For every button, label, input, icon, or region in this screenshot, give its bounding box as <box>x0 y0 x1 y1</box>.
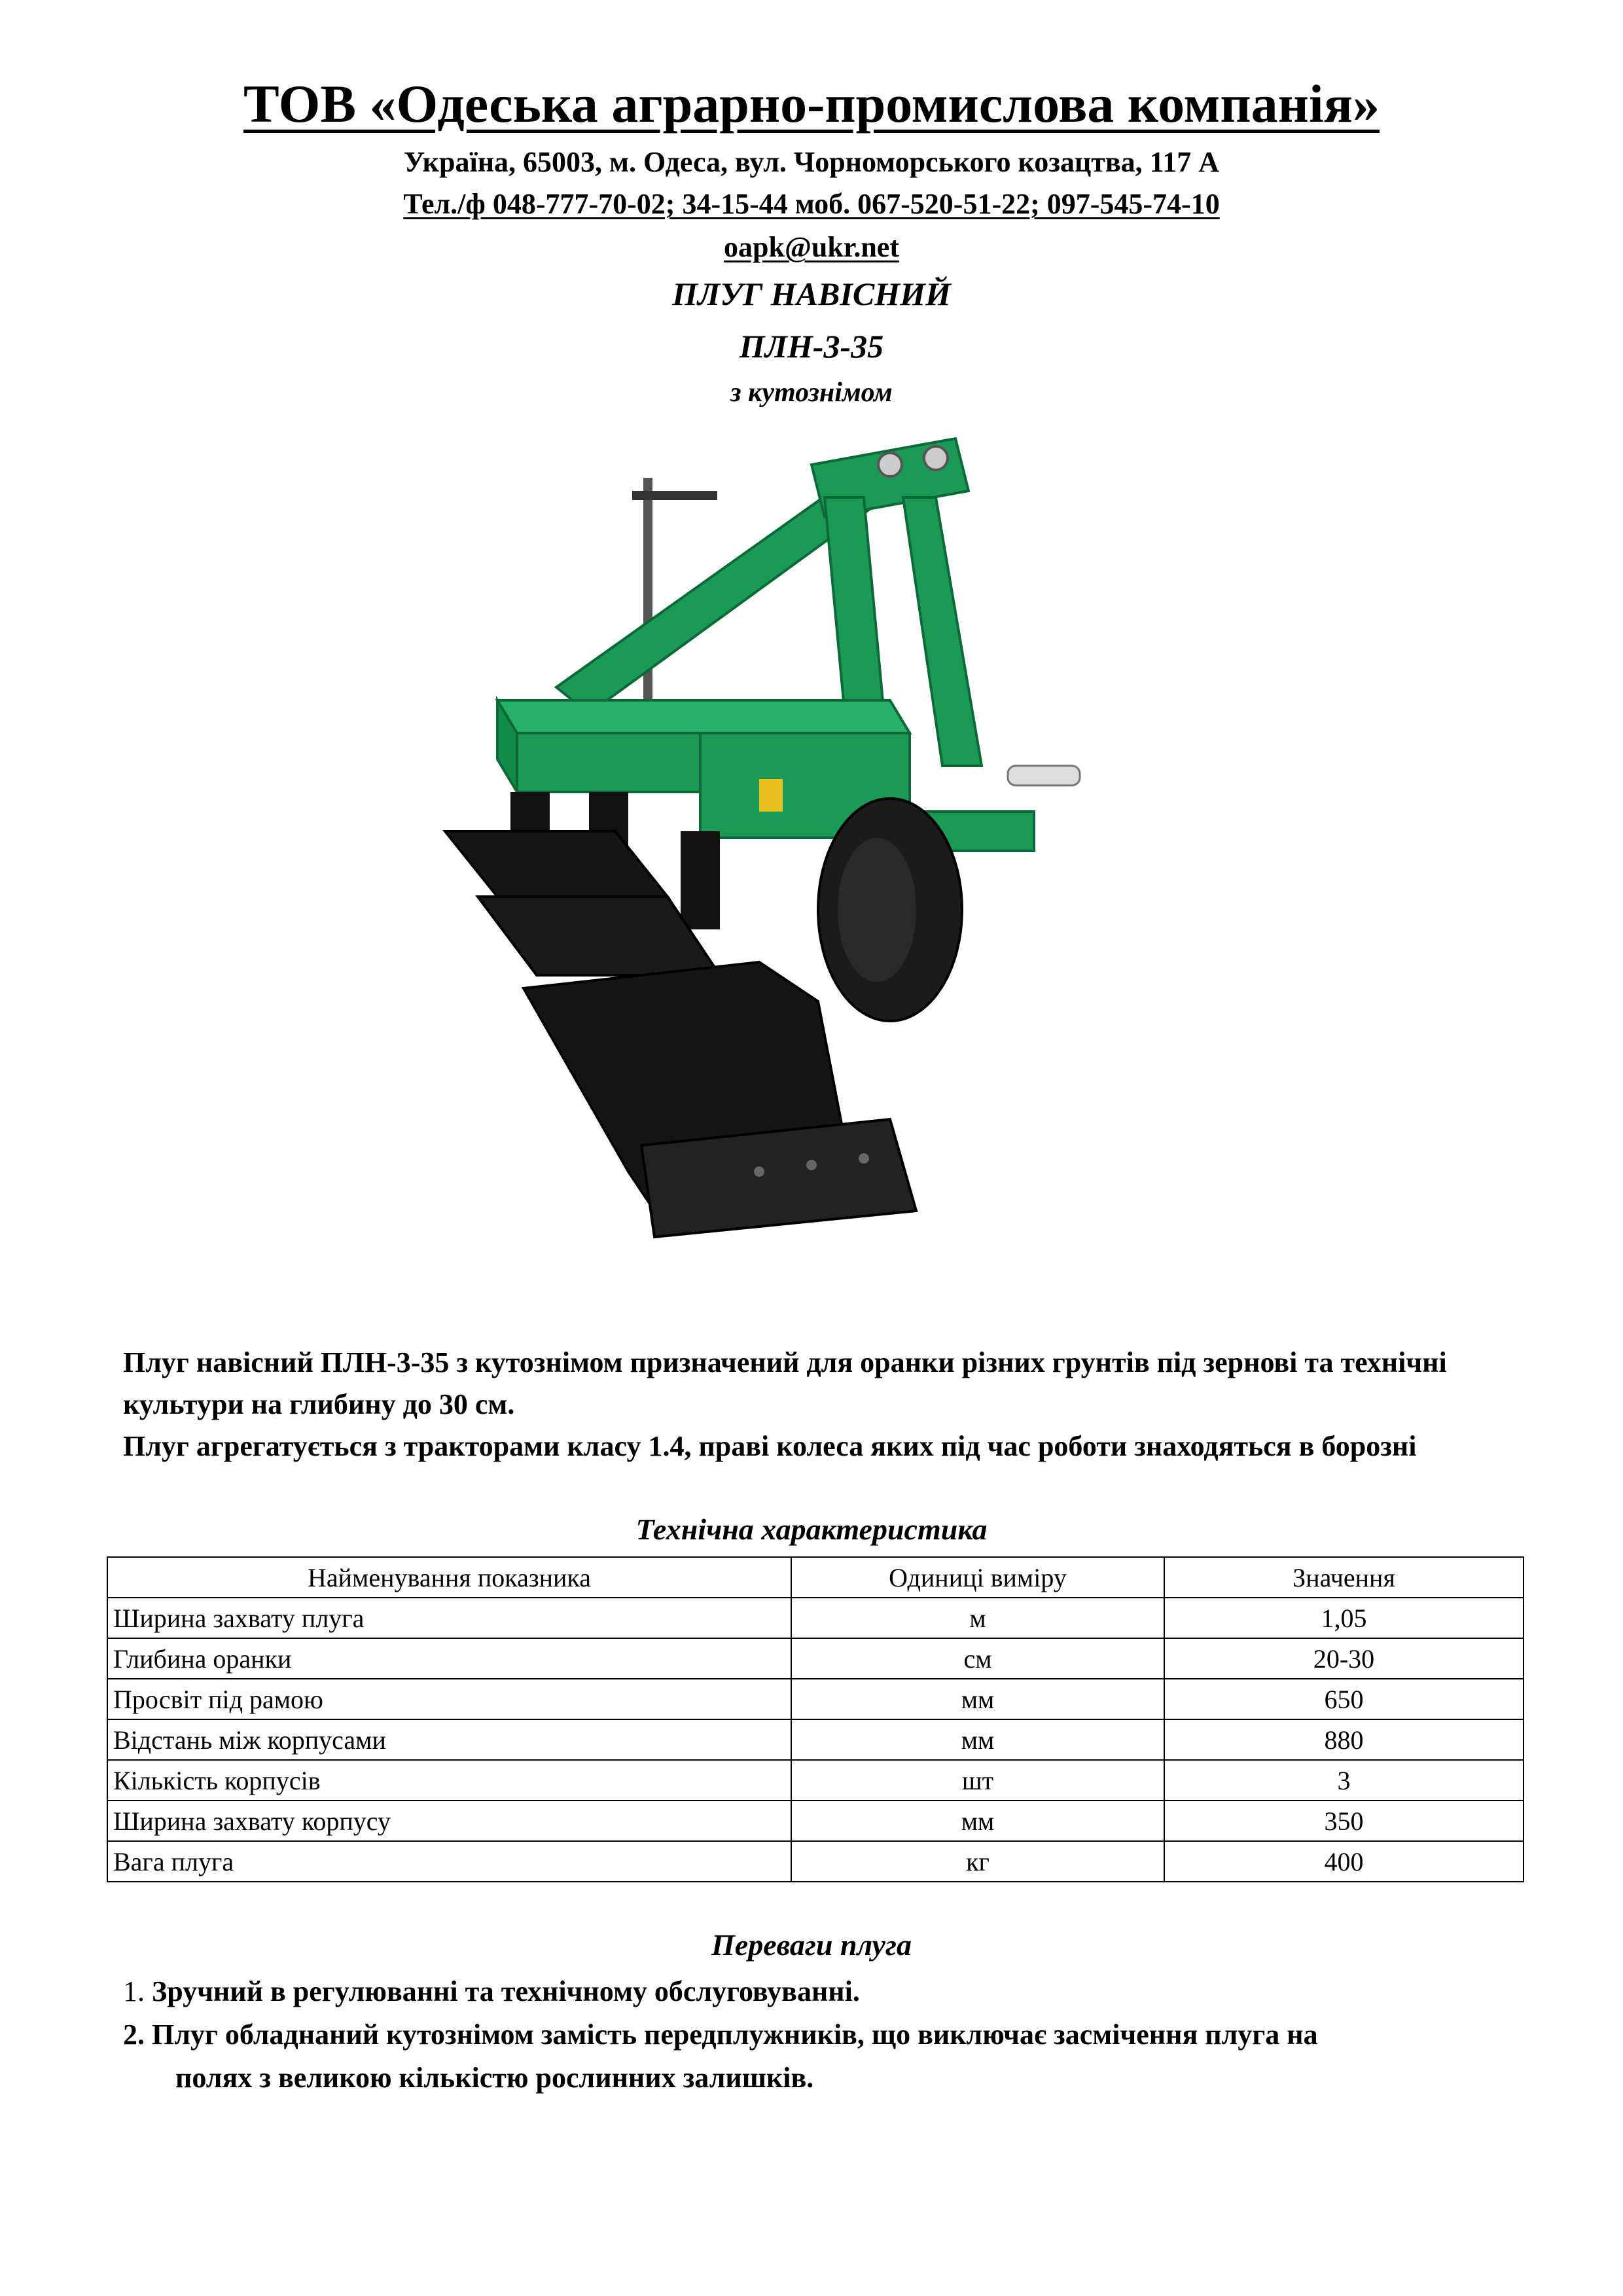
advantage-item-1 <box>123 1970 1530 2013</box>
table-row <box>107 1679 1524 1719</box>
spec-unit: см <box>791 1638 1164 1679</box>
table-row <box>107 1801 1524 1841</box>
product-subtitle: з кутознімом <box>730 378 893 408</box>
table-row <box>107 1760 1524 1801</box>
company-email[interactable]: oapk@ukr.net <box>724 231 899 263</box>
mast-pin <box>878 453 902 476</box>
product-title: ПЛУГ НАВІСНИЙ <box>672 276 951 312</box>
advantage-number: 1. <box>123 1975 145 2007</box>
spec-value: 3 <box>1164 1760 1524 1801</box>
spec-value: 650 <box>1164 1679 1524 1719</box>
spec-unit: мм <box>791 1801 1164 1841</box>
spec-unit: шт <box>791 1760 1164 1801</box>
spec-name: Глибина оранки <box>107 1638 791 1679</box>
name-plate <box>759 779 783 812</box>
spec-name: Ширина захвату корпусу <box>107 1801 791 1841</box>
description-paragraph-2: Плуг агрегатується з тракторами класу 1.4, праві колеса яких під час роботи знаходяться в борозні <box>123 1430 1417 1462</box>
screw-handle <box>632 491 717 500</box>
body-rear <box>445 831 668 897</box>
spec-unit: кг <box>791 1841 1164 1882</box>
spec-unit: мм <box>791 1719 1164 1760</box>
hitch-pin-right <box>1008 766 1080 785</box>
standard-3 <box>681 831 720 929</box>
spec-name: Відстань між корпусами <box>107 1719 791 1760</box>
specs-table <box>107 1556 1524 1882</box>
column-header: Значення <box>1164 1557 1524 1598</box>
advantage-text: Зручний в регулюванні та технічному обслуговуванні. <box>152 1975 860 2007</box>
spec-value: 880 <box>1164 1719 1524 1760</box>
spec-name: Кількість корпусів <box>107 1760 791 1801</box>
table-row <box>107 1638 1524 1679</box>
description-paragraph-1: Плуг навісний ПЛН-3-35 з кутознімом призначений для оранки різних грунтів під зернові та технічні культури на глибину до 30 см. <box>123 1346 1447 1420</box>
advantage-text: Плуг обладнаний кутознімом замість передплужників, що виключає засмічення плуга на <box>152 2018 1318 2051</box>
spec-value: 1,05 <box>1164 1598 1524 1638</box>
table-row <box>107 1841 1524 1882</box>
company-address: Україна, 65003, м. Одеса, вул. Чорноморського козацтва, 117 А <box>403 146 1220 178</box>
spec-unit: м <box>791 1598 1164 1638</box>
spec-name: Вага плуга <box>107 1841 791 1882</box>
advantage-number: 2. <box>123 2018 145 2051</box>
spec-value: 20-30 <box>1164 1638 1524 1679</box>
company-phones: Тел./ф 048-777-70-02; 34-15-44 моб. 067-520-51-22; 097-545-74-10 <box>403 188 1220 220</box>
column-header: Найменування показника <box>107 1557 791 1598</box>
spec-unit: мм <box>791 1679 1164 1719</box>
spec-name: Просвіт під рамою <box>107 1679 791 1719</box>
spec-value: 400 <box>1164 1841 1524 1882</box>
adjusting-screw <box>643 478 652 713</box>
plough-photo <box>393 425 1243 1289</box>
spec-value: 350 <box>1164 1801 1524 1841</box>
spec-name: Ширина захвату плуга <box>107 1598 791 1638</box>
frame-top <box>497 700 910 733</box>
advantage-text-continued: полях з великою кількістю рослинних залишків. <box>175 2062 814 2094</box>
advantages-heading: Переваги плуга <box>711 1928 912 1962</box>
specs-heading: Технічна характеристика <box>635 1513 988 1546</box>
table-row <box>107 1719 1524 1760</box>
product-model: ПЛН-3-35 <box>739 328 884 365</box>
table-row <box>107 1598 1524 1638</box>
advantage-item-2 <box>123 2013 1530 2100</box>
table-header-row <box>107 1557 1524 1598</box>
company-name: ТОВ «Одеська аграрно-промислова компанія» <box>243 74 1380 134</box>
column-header: Одиниці виміру <box>791 1557 1164 1598</box>
